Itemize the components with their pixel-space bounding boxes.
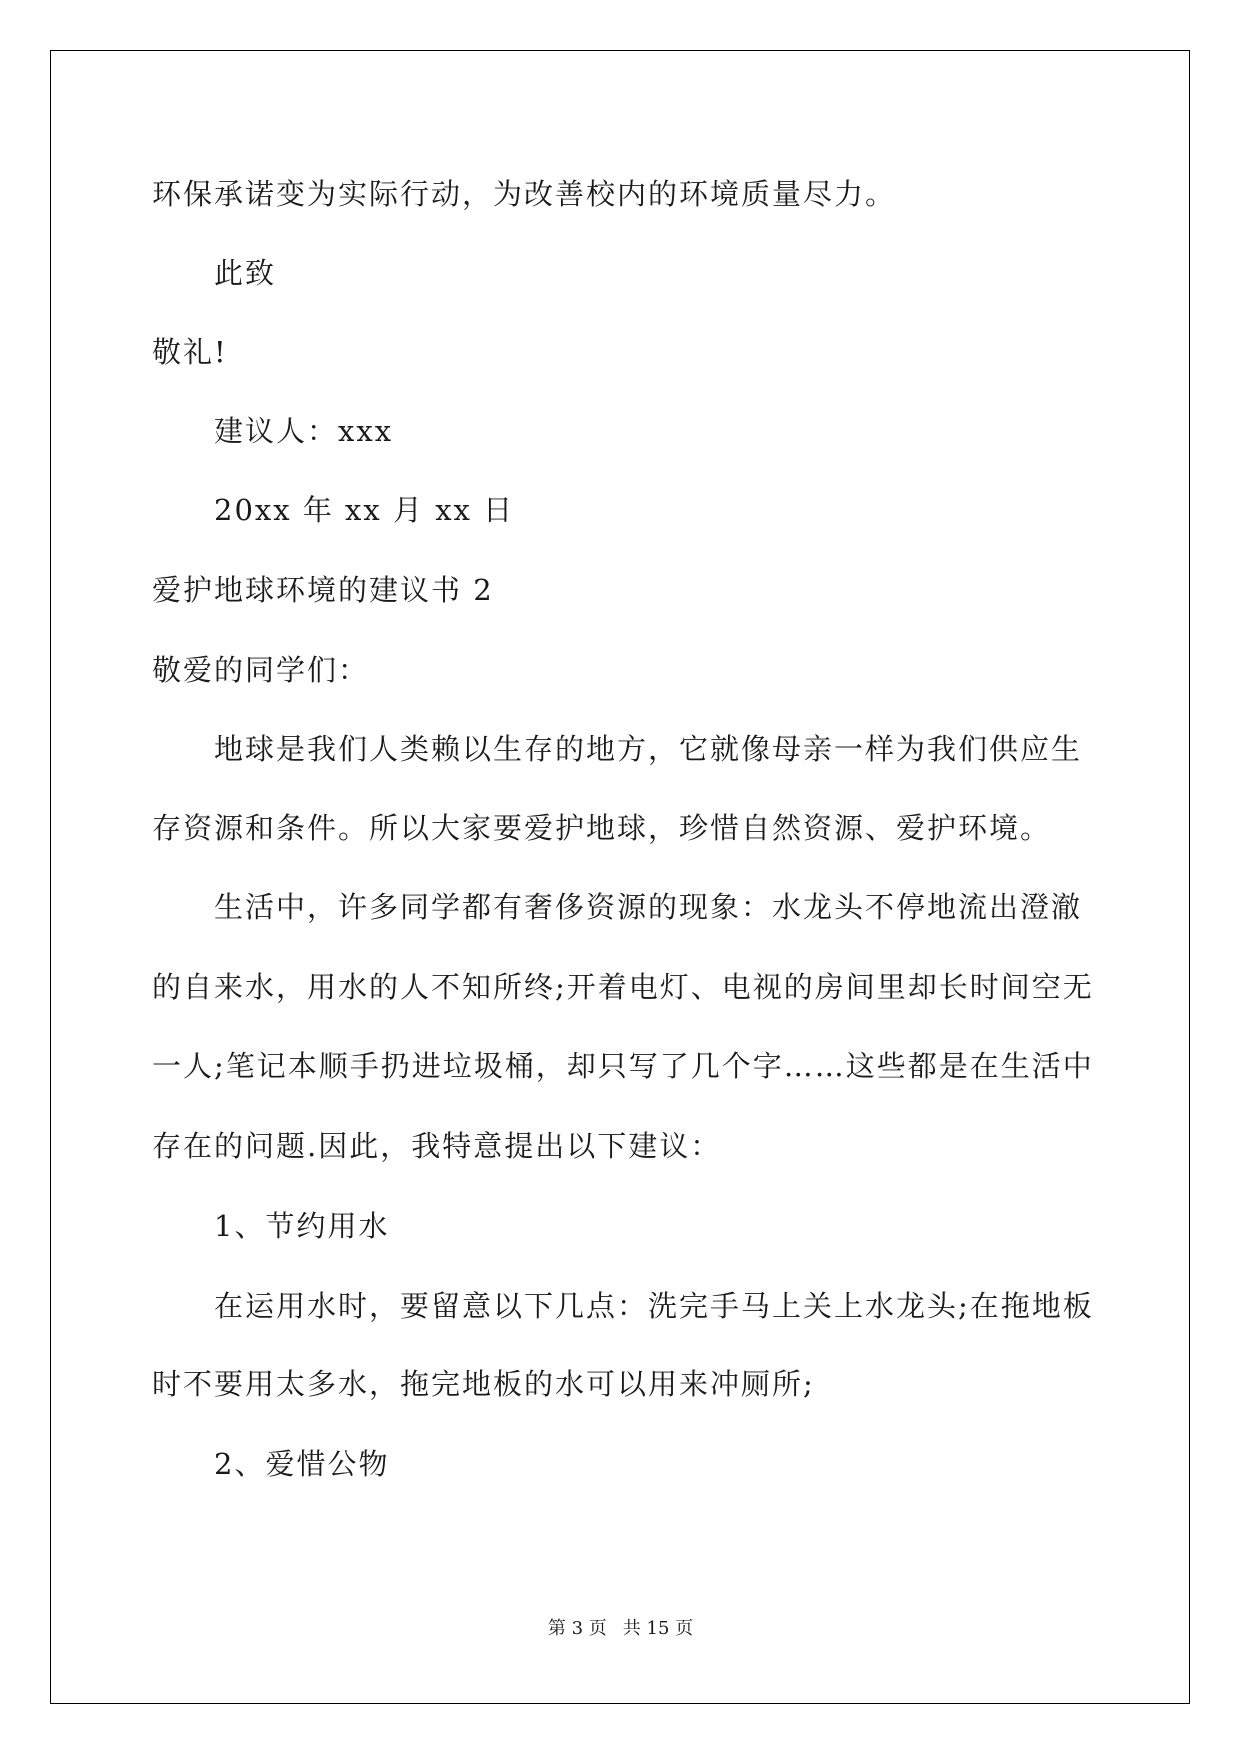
paragraph-line: 地球是我们人类赖以生存的地方，它就像母亲一样为我们供应生 bbox=[214, 732, 1083, 766]
salutation-ci-zhi: 此致 bbox=[214, 256, 277, 290]
greeting: 敬爱的同学们： bbox=[152, 653, 370, 687]
paragraph-line: 存资源和条件。所以大家要爱护地球，珍惜自然资源、爱护环境。 bbox=[152, 811, 1052, 845]
page-footer bbox=[0, 1617, 1241, 1641]
salutation-jing-li: 敬礼! bbox=[152, 335, 228, 369]
paragraph-line: 生活中，许多同学都有奢侈资源的现象：水龙头不停地流出澄澈 bbox=[214, 890, 1083, 924]
closing-sentence: 环保承诺变为实际行动，为改善校内的环境质量尽力。 bbox=[152, 177, 897, 211]
paragraph-line: 时不要用太多水，拖完地板的水可以用来冲厕所; bbox=[152, 1367, 815, 1401]
list-heading-1: 1、节约用水 bbox=[214, 1209, 390, 1243]
section-title: 爱护地球环境的建议书 2 bbox=[152, 573, 494, 607]
page-number-current: 第 3 页 bbox=[547, 1618, 607, 1639]
paragraph-line: 存在的问题.因此，我特意提出以下建议： bbox=[152, 1129, 722, 1163]
signature-date: 20xx 年 xx 月 xx 日 bbox=[214, 493, 515, 527]
list-heading-2: 2、爱惜公物 bbox=[214, 1447, 390, 1481]
page-number-total: 共 15 页 bbox=[622, 1618, 694, 1639]
paragraph-line: 的自来水，用水的人不知所终;开着电灯、电视的房间里却长时间空无 bbox=[152, 970, 1094, 1004]
paragraph-line: 在运用水时，要留意以下几点：洗完手马上关上水龙头;在拖地板 bbox=[214, 1289, 1094, 1323]
signature-proposer: 建议人：xxx bbox=[214, 414, 394, 448]
paragraph-line: 一人;笔记本顺手扔进垃圾桶，却只写了几个字……这些都是在生活中 bbox=[152, 1049, 1094, 1083]
